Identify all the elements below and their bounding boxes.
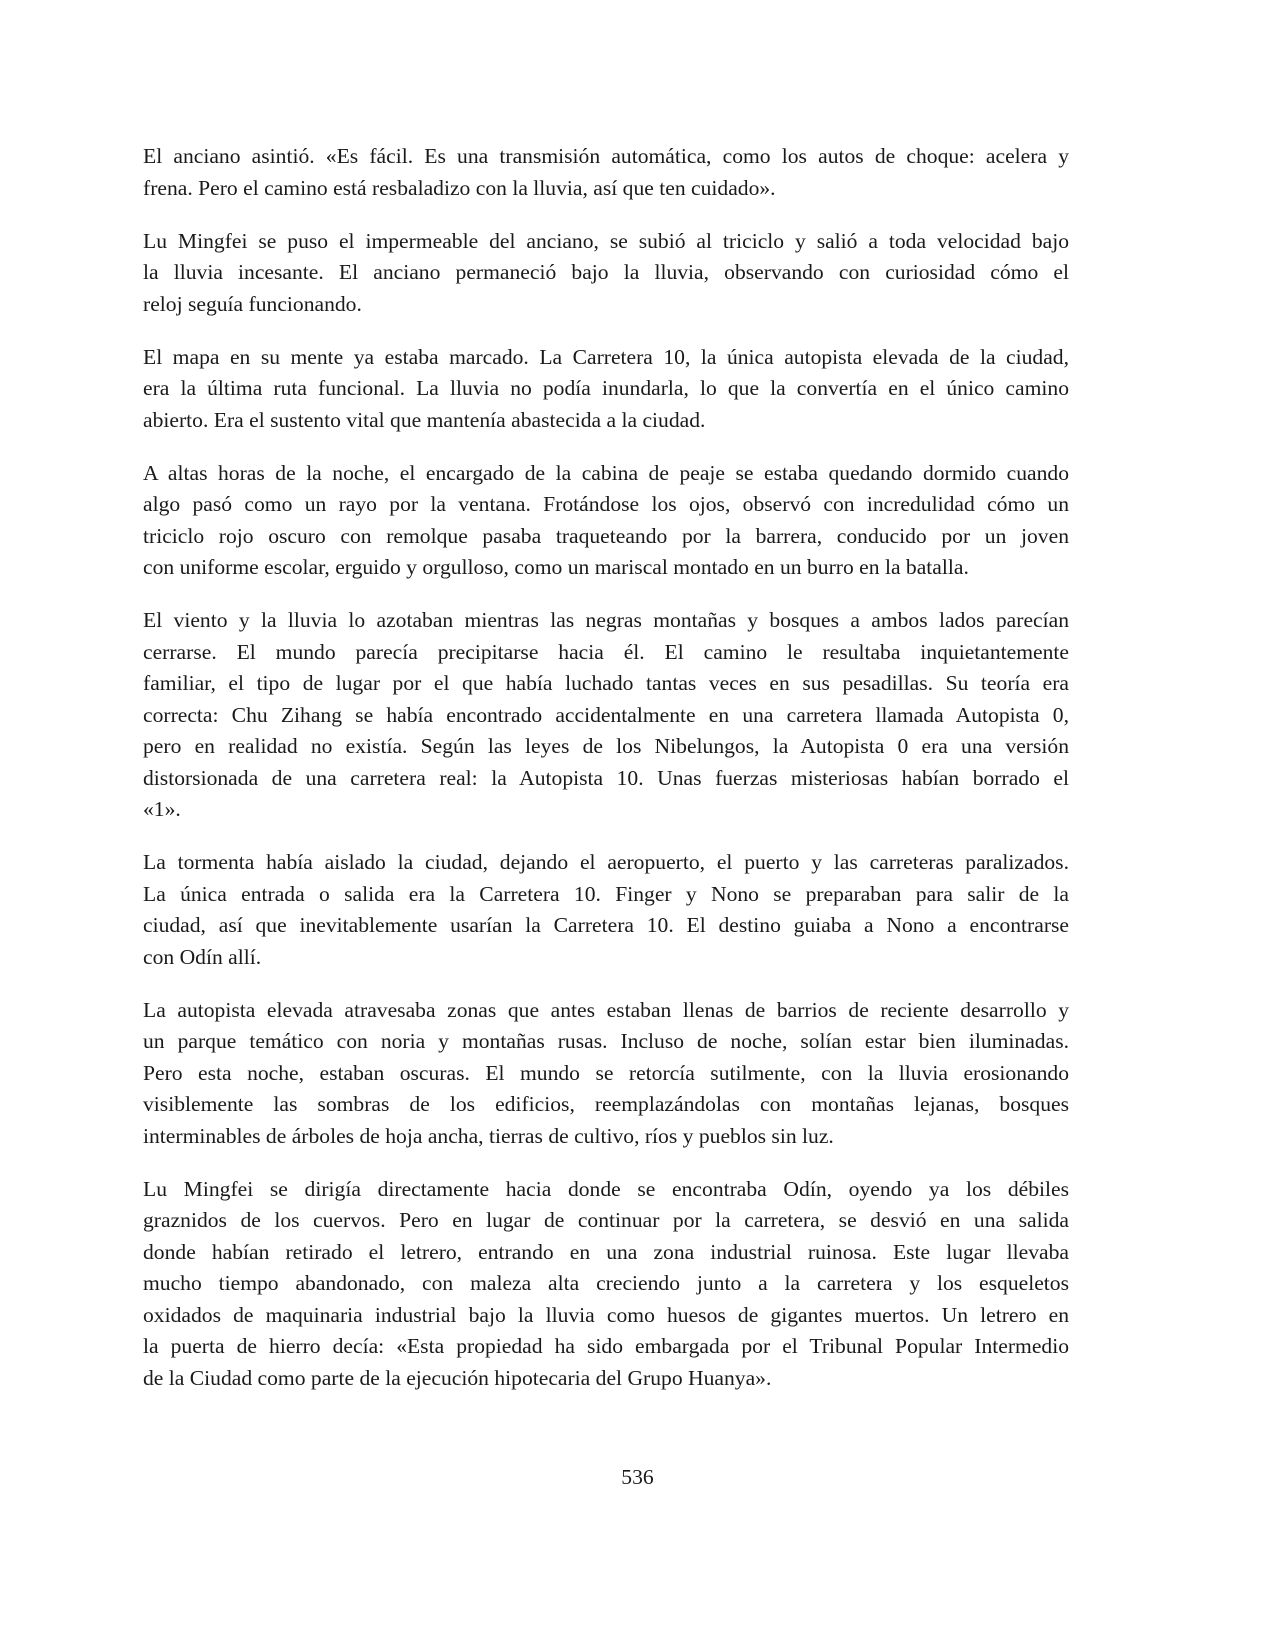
text-line: pero en realidad no existía. Según las leyes de los Nibelungos, la Autopista 0 era una versión: [143, 734, 1069, 758]
text-line: Lu Mingfei se dirigía directamente hacia donde se encontraba Odín, oyendo ya los débiles: [143, 1176, 1069, 1201]
text-line: Lu Mingfei se puso el impermeable del anciano, se subió al triciclo y salió a toda velocidad bajo: [143, 228, 1069, 253]
text-line: la puerta de hierro decía: «Esta propiedad ha sido embargada por el Tribunal Popular Intermedio: [143, 1334, 1069, 1358]
text-line: donde habían retirado el letrero, entrando en una zona industrial ruinosa. Este lugar llevaba: [143, 1239, 1069, 1264]
text-line: A altas horas de la noche, el encargado de la cabina de peaje se estaba quedando dormido cuando: [143, 460, 1069, 485]
text-line: La única entrada o salida era la Carretera 10. Finger y Nono se preparaban para salir de la: [143, 881, 1069, 906]
paragraph: [143, 342, 1069, 437]
text-line: con uniforme escolar, erguido y orgulloso, como un mariscal montado en un burro en la batalla.: [143, 555, 969, 579]
text-line: con Odín allí.: [143, 944, 262, 969]
text-line: abierto. Era el sustento vital que mantenía abastecida a la ciudad.: [143, 407, 706, 432]
text-line: interminables de árboles de hoja ancha, tierras de cultivo, ríos y pueblos sin luz.: [143, 1123, 834, 1148]
text-line: «1».: [143, 797, 181, 821]
text-line: correcta: Chu Zihang se había encontrado accidentalmente en una carretera llamada Autopista 0,: [143, 702, 1069, 727]
text-line: La tormenta había aislado la ciudad, dejando el aeropuerto, el puerto y las carreteras paralizados.: [143, 850, 1069, 874]
paragraph: [143, 847, 1069, 973]
text-line: El mapa en su mente ya estaba marcado. La Carretera 10, la única autopista elevada de la ciudad,: [143, 344, 1069, 369]
text-line: El anciano asintió. «Es fácil. Es una transmisión automática, como los autos de choque: acelera y: [143, 144, 1069, 168]
paragraph: [143, 605, 1069, 826]
text-line: graznidos de los cuervos. Pero en lugar de continuar por la carretera, se desvió en una salida: [143, 1208, 1069, 1232]
text-line: era la última ruta funcional. La lluvia no podía inundarla, lo que la convertía en el único camino: [143, 376, 1069, 400]
text-line: familiar, el tipo de lugar por el que había luchado tantas veces en sus pesadillas. Su teoría era: [143, 671, 1069, 695]
page-body: [143, 141, 1069, 1416]
text-line: visiblemente las sombras de los edificios, reemplazándolas con montañas lejanas, bosques: [143, 1092, 1069, 1116]
text-line: Pero esta noche, estaban oscuras. El mundo se retorcía sutilmente, con la lluvia erosionando: [143, 1060, 1069, 1085]
text-line: triciclo rojo oscuro con remolque pasaba traqueteando por la barrera, conducido por un joven: [143, 523, 1069, 548]
text-line: de la Ciudad como parte de la ejecución hipotecaria del Grupo Huanya».: [143, 1365, 772, 1390]
text-line: ciudad, así que inevitablemente usarían la Carretera 10. El destino guiaba a Nono a encontrarse: [143, 913, 1069, 937]
text-line: reloj seguía funcionando.: [143, 291, 362, 316]
paragraph: [143, 226, 1069, 321]
text-line: cerrarse. El mundo parecía precipitarse hacia él. El camino le resultaba inquietantemente: [143, 639, 1069, 664]
page-number: 536: [621, 1465, 654, 1489]
text-line: un parque temático con noria y montañas rusas. Incluso de noche, solían estar bien iluminadas.: [143, 1029, 1069, 1053]
paragraph: [143, 1174, 1069, 1395]
text-line: algo pasó como un rayo por la ventana. Frotándose los ojos, observó con incredulidad cómo un: [143, 492, 1069, 516]
text-line: El viento y la lluvia lo azotaban mientras las negras montañas y bosques a ambos lados parecían: [143, 608, 1069, 632]
text-line: mucho tiempo abandonado, con maleza alta creciendo junto a la carretera y los esqueletos: [143, 1271, 1069, 1295]
text-line: distorsionada de una carretera real: la Autopista 10. Unas fuerzas misteriosas habían borrado el: [143, 765, 1069, 790]
text-line: la lluvia incesante. El anciano permaneció bajo la lluvia, observando con curiosidad cómo el: [143, 260, 1069, 284]
paragraph: [143, 995, 1069, 1153]
text-line: La autopista elevada atravesaba zonas que antes estaban llenas de barrios de reciente desarrollo y: [143, 997, 1069, 1022]
text-line: oxidados de maquinaria industrial bajo la lluvia como huesos de gigantes muertos. Un letrero en: [143, 1302, 1069, 1327]
paragraph: [143, 458, 1069, 584]
paragraph: [143, 141, 1069, 204]
text-line: frena. Pero el camino está resbaladizo con la lluvia, así que ten cuidado».: [143, 175, 776, 200]
